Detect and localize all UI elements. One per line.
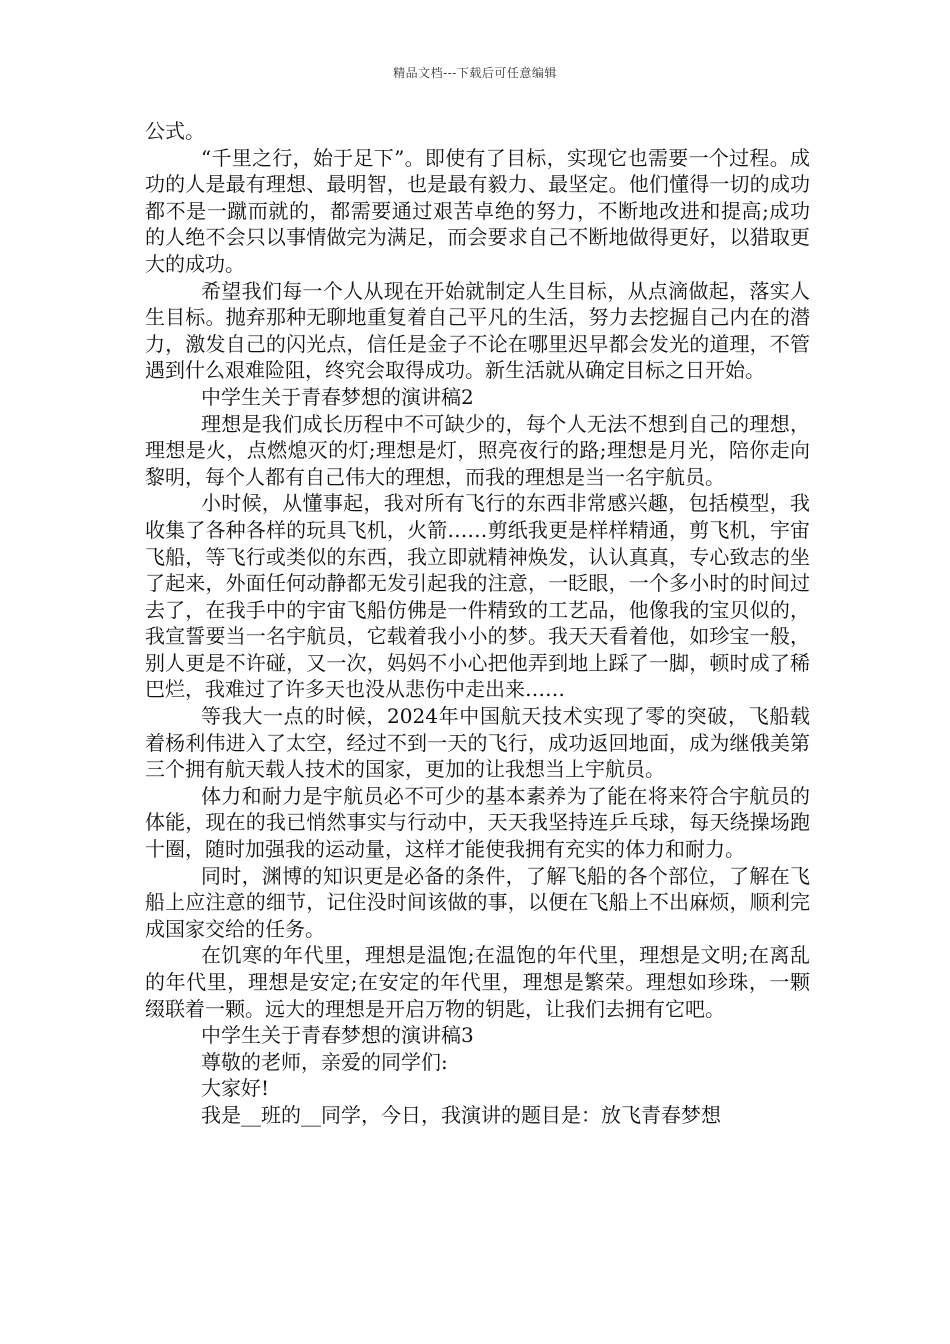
paragraph: 小时候，从懂事起，我对所有飞行的东西非常感兴趣，包括模型，我收集了各种各样的玩具飞机，火箭……剪纸我更是样样精通，剪飞机，宇宙飞船，等飞行或类似的东西，我立即就精神焕发，认认真真，专心致志的坐了起来，外面任何动静都无发引起我的注意，一眨眼，一个多小时的时间过去了，在我手中的宇宙飞船仿佛是一件精致的工艺品，他像我的宝贝似的，我宣誓要当一名宇航员，它载着我小小的梦。我天天看着他，如珍宝一般，别人更是不许碰，又一次，妈妈不小心把他弄到地上踩了一脚，顿时成了稀巴烂，我难过了许多天也没从悲伤中走出来…… [145, 491, 810, 702]
page-header: 精品文档---下载后可任意编辑 [393, 66, 557, 80]
paragraph-continuation: 公式。 [145, 119, 205, 143]
paragraph: 等我大一点的时候，2024年中国航天技术实现了零的突破，飞船载着杨利伟进入了太空，经过不到一天的飞行，成功返回地面，成为继俄美第三个拥有航天载人技术的国家，更加的让我想当上宇航员。 [145, 704, 810, 782]
paragraph: 同时，渊博的知识更是必备的条件，了解飞船的各个部位，了解在飞船上应注意的细节，记住没时间该做的事，以便在飞船上不出麻烦，顺利完成国家交给的任务。 [145, 863, 810, 941]
section-heading: 中学生关于青春梦想的演讲稿3 [201, 1023, 474, 1048]
paragraph: 在饥寒的年代里，理想是温饱;在温饱的年代里，理想是文明;在离乱的年代里，理想是安定;在安定的年代里，理想是繁荣。理想如珍珠，一颗缀联着一颗。远大的理想是开启万物的钥匙，让我们去拥有它吧。 [145, 943, 810, 1021]
paragraph: “千里之行，始于足下”。即使有了目标，实现它也需要一个过程。成功的人是最有理想、最明智，也是最有毅力、最坚定。他们懂得一切的成功都不是一蹴而就的，都需要通过艰苦卓绝的努力，不断地改进和提高;成功的人绝不会只以事情做完为满足，而会要求自己不断地做得更好，以猎取更大的成功。 [145, 145, 810, 276]
salutation: 尊敬的老师，亲爱的同学们: [201, 1049, 448, 1074]
section-heading: 中学生关于青春梦想的演讲稿2 [201, 384, 474, 409]
greeting: 大家好! [201, 1076, 270, 1101]
paragraph: 理想是我们成长历程中不可缺少的，每个人无法不想到自己的理想，理想是火，点燃熄灭的灯;理想是灯，照亮夜行的路;理想是月光，陪你走向黎明，每个人都有自己伟大的理想，而我的理想是当一名宇航员。 [145, 411, 810, 489]
document-body [145, 118, 810, 1129]
speech-intro: 我是__班的__同学，今日，我演讲的题目是：放飞青春梦想 [201, 1102, 721, 1127]
paragraph: 体力和耐力是宇航员必不可少的基本素养为了能在将来符合宇航员的体能，现在的我已悄然事实与行动中，天天我坚持连乒乓球，每天绕操场跑十圈，随时加强我的运动量，这样才能使我拥有充实的体力和耐力。 [145, 783, 810, 862]
paragraph: 希望我们每一个人从现在开始就制定人生目标，从点滴做起，落实人生目标。抛弃那种无聊地重复着自己平凡的生活，努力去挖掘自己内在的潜力，激发自己的闪光点，信任是金子不论在哪里迟早都会发光的道理，不管遇到什么艰难险阻，终究会取得成功。新生活就从确定目标之日开始。 [145, 278, 810, 383]
